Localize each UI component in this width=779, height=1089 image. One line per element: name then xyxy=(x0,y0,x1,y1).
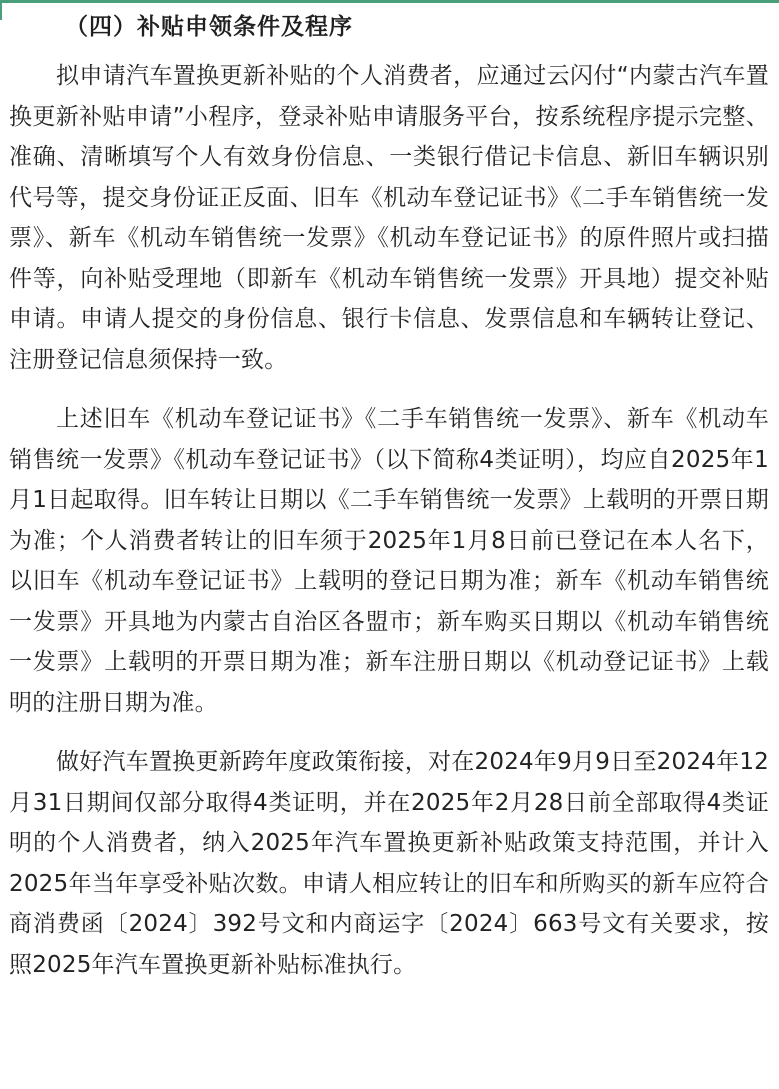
top-accent-rule xyxy=(0,0,779,3)
article-body xyxy=(9,8,769,985)
paragraph-certificate-dates: 上述旧车《机动车登记证书》《二手车销售统一发票》、新车《机动车销售统一发票》《机动车登记证书》（以下简称4类证明），均应自2025年1月1日起取得。旧车转让日期以《二手车销售统一发票》上载明的开票日期为准；个人消费者转让的旧车须于2025年1月8日前已登记在本人名下，以旧车《机动车登记证书》上载明的登记日期为准；新车《机动车销售统一发票》开具地为内蒙古自治区各盟市；新车购买日期以《机动车销售统一发票》上载明的开票日期为准；新车注册日期以《机动登记证书》上载明的注册日期为准。 xyxy=(9,406,769,716)
paragraph-application-procedure: 拟申请汽车置换更新补贴的个人消费者，应通过云闪付“内蒙古汽车置换更新补贴申请”小程序，登录补贴申请服务平台，按系统程序提示完整、准确、清晰填写个人有效身份信息、一类银行借记卡信息、新旧车辆识别代号等，提交身份证正反面、旧车《机动车登记证书》《二手车销售统一发票》、新车《机动车销售统一发票》《机动车登记证书》的原件照片或扫描件等，向补贴受理地（即新车《机动车销售统一发票》开具地）提交补贴申请。申请人提交的身份信息、银行卡信息、发票信息和车辆转让登记、注册登记信息须保持一致。 xyxy=(9,63,769,373)
section-heading: （四）补贴申领条件及程序 xyxy=(65,14,353,40)
left-accent-rule xyxy=(0,0,2,20)
paragraph-cross-year-policy: 做好汽车置换更新跨年度政策衔接，对在2024年9月9日至2024年12月31日期间仅部分取得4类证明，并在2025年2月28日前全部取得4类证明的个人消费者，纳入2025年汽车置换更新补贴政策支持范围，并计入2025年当年享受补贴次数。申请人相应转让的旧车和所购买的新车应符合商消费函〔2024〕392号文和内商运字〔2024〕663号文有关要求，按照2025年汽车置换更新补贴标准执行。 xyxy=(9,749,769,978)
